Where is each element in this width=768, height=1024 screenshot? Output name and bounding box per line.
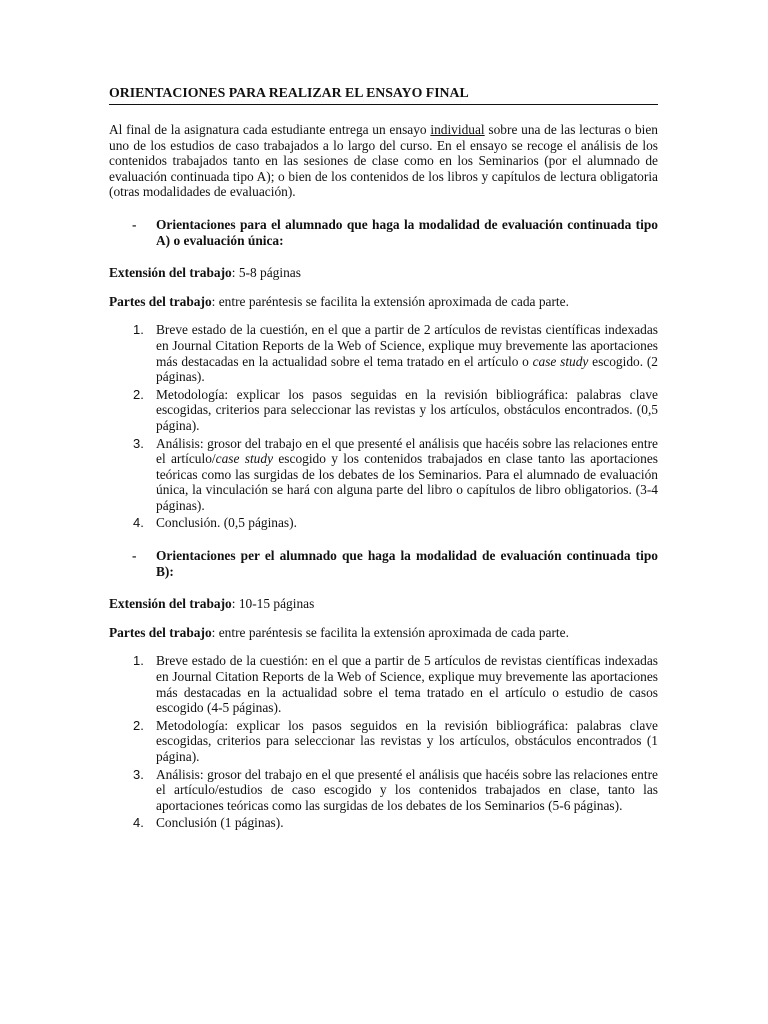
list-item-text: Conclusión. (0,5 páginas).	[156, 515, 297, 531]
list-item-number: 4.	[133, 815, 144, 831]
document-title: ORIENTACIONES PARA REALIZAR EL ENSAYO FINAL	[109, 84, 658, 105]
list-item	[109, 815, 658, 831]
list-item-number: 1.	[133, 653, 144, 669]
list-item-text-part: escogido y los contenidos trabajados en clase tanto las aportaciones teóricas como las surgidas de los debates de los Seminarios. Para el alumnado de evaluación única, la vinculación se hará con alguna parte del libro o capítulos de libro obligatorios. (3-4 páginas).	[156, 451, 658, 513]
list-item-text: Metodología: explicar los pasos seguidas en la revisión bibliográfica: palabras clave escogidas, criterios para seleccionar las revistas y los artículos, obstáculos encontrados. (0,5 página).	[156, 386, 658, 433]
list-item	[109, 436, 658, 514]
list-item-text-part: Análisis: grosor del trabajo en el que presenté el análisis que hacéis sobre las relaciones entre el artículo/	[156, 435, 658, 467]
list-item-number: 4.	[133, 515, 144, 531]
parts-label: Partes del trabajo	[109, 293, 212, 309]
section-a-heading	[109, 217, 658, 248]
list-item-text: Conclusión (1 páginas).	[156, 815, 284, 831]
parts-label: Partes del trabajo	[109, 624, 212, 640]
extension-label: Extensión del trabajo	[109, 596, 232, 612]
list-item-italic: case study	[215, 451, 274, 467]
section-a-parts	[109, 294, 658, 310]
document-page	[109, 84, 658, 848]
section-b-extension	[109, 596, 658, 612]
list-item-number: 2.	[133, 386, 144, 402]
section-b-heading-text: Orientaciones per el alumnado que haga la modalidad de evaluación continuada tipo B):	[156, 548, 658, 579]
section-a-extension	[109, 265, 658, 281]
parts-value: : entre paréntesis se facilita la extensión aproximada de cada parte.	[211, 624, 569, 640]
intro-text-end: sobre una de las lecturas o bien uno de los estudios de caso trabajados a lo largo del curso. En el ensayo se recoge el análisis de los contenidos trabajados tanto en las sesiones de clase como en los Seminarios (por el alumnado de evaluación continuada tipo A); o bien de los contenidos de los libros y capítulos de lectura obligatoria (otras modalidades de evaluación).	[109, 122, 658, 200]
extension-label: Extensión del trabajo	[109, 265, 232, 281]
list-item-text: Análisis: grosor del trabajo en el que presenté el análisis que hacéis sobre las relaciones entre el artículo/estudios de caso escogido y los contenidos trabajados en clase, tanto las aportaciones teóricas como las surgidas de los debates de los Seminarios (5-6 páginas).	[156, 766, 658, 813]
list-item	[109, 515, 658, 531]
intro-underlined-word: individual	[430, 122, 485, 137]
section-a-heading-text: Orientaciones para el alumnado que haga la modalidad de evaluación continuada tipo A) o evaluación única:	[156, 216, 658, 248]
parts-value: : entre paréntesis se facilita la extensión aproximada de cada parte.	[211, 293, 569, 309]
intro-text-start: Al final de la asignatura cada estudiante entrega un ensayo	[109, 122, 431, 137]
section-a-list	[109, 322, 658, 531]
intro-paragraph	[109, 122, 658, 200]
list-item-text-part: escogido. (2 páginas).	[156, 353, 658, 385]
list-item-number: 2.	[133, 717, 144, 733]
section-b-list	[109, 653, 658, 831]
list-item-number: 3.	[133, 435, 144, 451]
list-item	[109, 653, 658, 715]
list-item	[109, 387, 658, 434]
list-item-text	[156, 322, 658, 384]
section-b-heading	[109, 548, 658, 579]
extension-value: : 5-8 páginas	[231, 265, 301, 281]
list-item-number: 1.	[133, 322, 144, 338]
list-item-number: 3.	[133, 766, 144, 782]
list-item-text-part: Breve estado de la cuestión, en el que a partir de 2 artículos de revistas científicas indexadas en Journal Citation Reports de la Web of Science, explique muy brevemente las aportaciones más destacadas en la actualidad sobre el tema tratado en el artículo o	[156, 322, 658, 369]
list-item-text: Metodología: explicar los pasos seguidos en la revisión bibliográfica: palabras clave escogidas, criterios para seleccionar las revistas y los artículos, obstáculos encontrados (1 página).	[156, 717, 658, 764]
section-b-parts	[109, 625, 658, 641]
list-item-text: Breve estado de la cuestión: en el que a partir de 5 artículos de revistas científicas indexadas en Journal Citation Reports de la Web of Science, explique muy brevemente las aportaciones más destacadas en la actualidad sobre el tema tratado en el artículo o estudio de casos escogido (4-5 páginas).	[156, 653, 658, 716]
list-item-text	[156, 436, 658, 514]
dash-bullet: -	[132, 216, 137, 232]
list-item	[109, 718, 658, 765]
list-item	[109, 322, 658, 384]
list-item-italic: case study	[532, 353, 589, 369]
list-item	[109, 767, 658, 814]
dash-bullet: -	[132, 548, 137, 564]
extension-value: : 10-15 páginas	[231, 596, 315, 612]
